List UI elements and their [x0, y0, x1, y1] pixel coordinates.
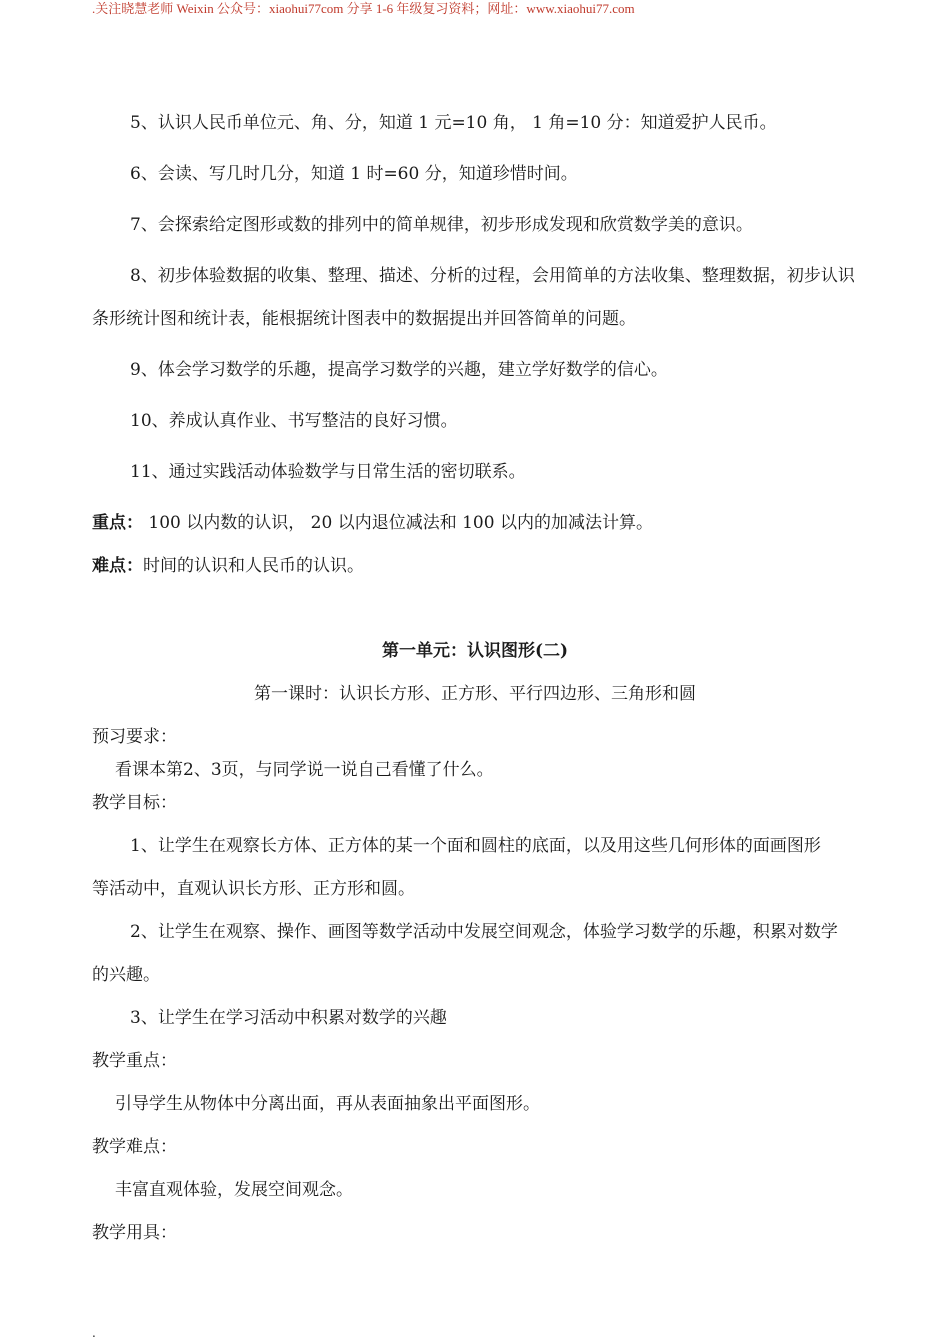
teaching-key-text: 引导学生从物体中分离出面，再从表面抽象出平面图形。	[115, 1094, 540, 1114]
goal-1-line1: 1、让学生在观察长方体、正方体的某一个面和圆柱的底面，以及用这些几何形体的面画图形	[130, 836, 821, 856]
tools-label: 教学用具：	[92, 1223, 177, 1243]
teaching-difficulty-text: 丰富直观体验，发展空间观念。	[115, 1180, 353, 1200]
preview-text: 看课本第2、3页，与同学说一说自己看懂了什么。	[115, 760, 494, 780]
goals-label: 教学目标：	[92, 793, 177, 813]
page-header-banner: .关注晓慧老师 Weixin 公众号：xiaohui77com 分享 1-6 年级复习资料；网址：www.xiaohui77.com	[92, 1, 635, 16]
objective-9: 9、体会学习数学的乐趣，提高学习数学的兴趣，建立学好数学的信心。	[130, 360, 668, 380]
key-point-label: 重点：	[92, 513, 143, 533]
goal-1-line2: 等活动中，直观认识长方形、正方形和圆。	[92, 879, 415, 899]
lesson-title: 第一课时：认识长方形、正方形、平行四边形、三角形和圆	[254, 684, 696, 704]
objective-10: 10、养成认真作业、书写整洁的良好习惯。	[130, 411, 458, 431]
objective-7: 7、会探索给定图形或数的排列中的简单规律，初步形成发现和欣赏数学美的意识。	[130, 215, 753, 235]
unit-title: 第一单元：认识图形(二)	[381, 641, 569, 661]
key-point	[92, 511, 653, 535]
goal-3: 3、让学生在学习活动中积累对数学的兴趣	[130, 1008, 447, 1028]
objective-6: 6、会读、写几时几分，知道 1 时=60 分，知道珍惜时间。	[130, 164, 578, 184]
goal-2-line1: 2、让学生在观察、操作、画图等数学活动中发展空间观念，体验学习数学的乐趣，积累对数学	[130, 922, 838, 942]
footer-mark: .	[92, 1326, 96, 1340]
goal-2-line2: 的兴趣。	[92, 965, 160, 985]
difficulty-text: 时间的认识和人民币的认识。	[143, 556, 364, 576]
difficulty-label: 难点：	[92, 556, 143, 576]
objective-8-line1: 8、初步体验数据的收集、整理、描述、分析的过程，会用简单的方法收集、整理数据，初步认识	[130, 266, 855, 286]
objective-8-line2: 条形统计图和统计表，能根据统计图表中的数据提出并回答简单的问题。	[92, 309, 636, 329]
preview-label: 预习要求：	[92, 727, 177, 747]
key-point-text: 100 以内数的认识， 20 以内退位减法和 100 以内的加减法计算。	[143, 513, 653, 533]
difficulty-point	[92, 554, 364, 578]
teaching-difficulty-label: 教学难点：	[92, 1137, 177, 1157]
objective-5: 5、认识人民币单位元、角、分，知道 1 元=10 角， 1 角=10 分：知道爱护人民币。	[130, 113, 777, 133]
objective-11: 11、通过实践活动体验数学与日常生活的密切联系。	[130, 462, 526, 482]
teaching-key-label: 教学重点：	[92, 1051, 177, 1071]
